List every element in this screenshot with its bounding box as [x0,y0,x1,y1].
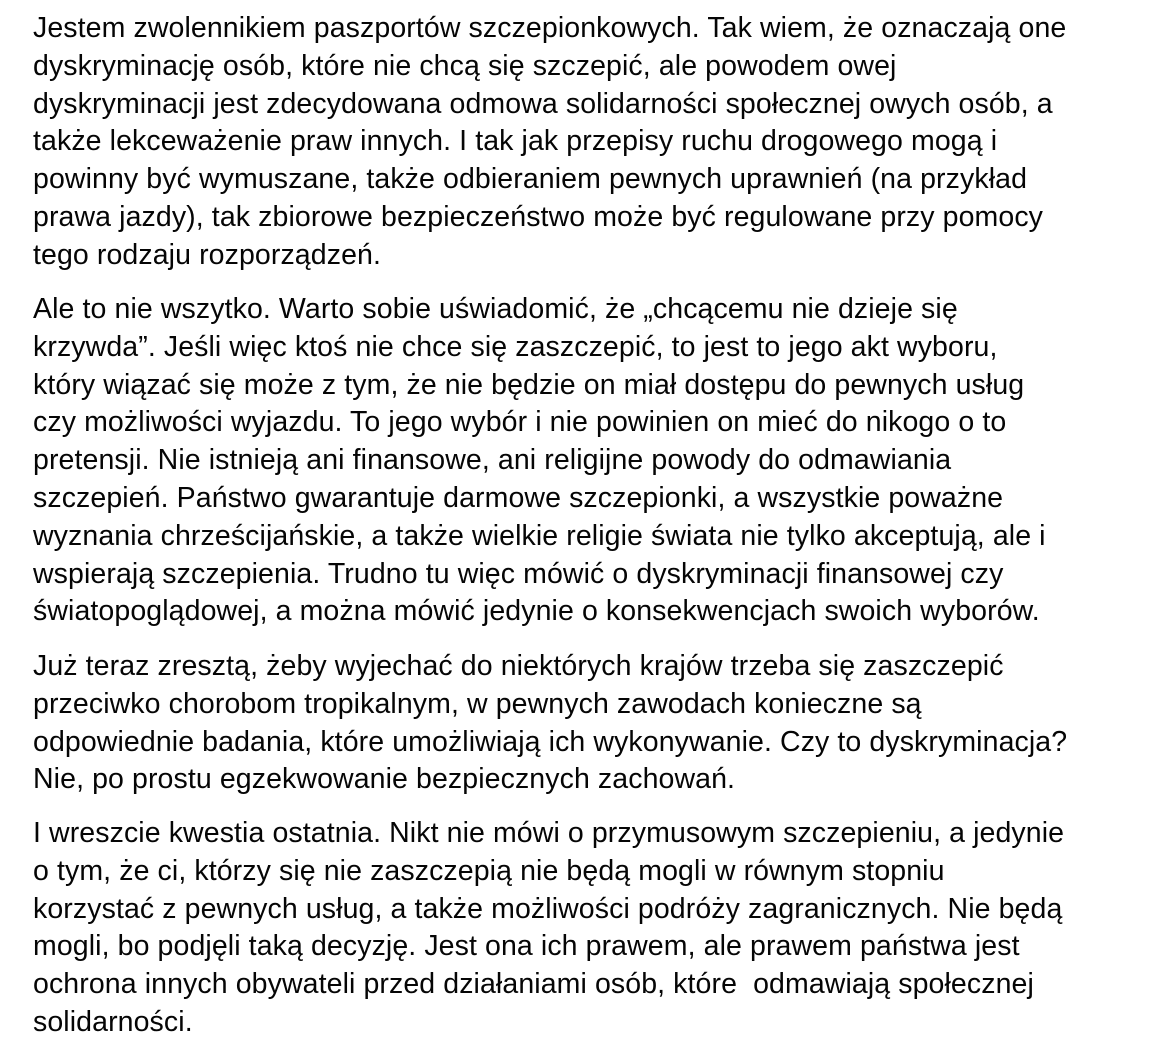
paragraph-3-line-3: odpowiednie badania, które umożliwiają ich wykonywanie. Czy to dyskryminacja? [33,725,1068,758]
paragraph-1-line-6: prawa jazdy), tak zbiorowe bezpieczeństwo może być regulowane przy pomocy [33,201,1044,233]
paragraph-4-line-6: solidarności. [33,1006,193,1038]
paragraph-2-line-7: wyznania chrześcijańskie, a także wielkie religie świata nie tylko akceptują, ale i [33,519,1046,552]
paragraph-2-line-5: pretensji. Nie istnieją ani finansowe, ani religijne powody do odmawiania [33,444,952,477]
paragraph-1-line-1: Jestem zwolennikiem paszportów szczepionkowych. Tak wiem, że oznaczają one [33,12,1067,44]
paragraph-2-line-2: krzywda”. Jeśli więc ktoś nie chce się zaszczepić, to jest to jego akt wyboru, [33,330,998,363]
paragraph-1-line-3: dyskryminacji jest zdecydowana odmowa solidarności społecznej owych osób, a [33,87,1053,120]
paragraph-3-line-1: Już teraz zresztą, żeby wyjechać do niektórych krajów trzeba się zaszczepić [33,650,1004,682]
paragraph-2-line-3: który wiązać się może z tym, że nie będzie on miał dostępu do pewnych usług [33,368,1025,401]
paragraph-3-line-2: przeciwko chorobom tropikalnym, w pewnych zawodach konieczne są [33,687,922,720]
paragraph-1-line-7: tego rodzaju rozporządzeń. [33,238,381,271]
paragraph-4-line-3: korzystać z pewnych usług, a także możliwości podróży zagranicznych. Nie będą [33,892,1063,925]
paragraph-1-line-5: powinny być wymuszane, także odbieraniem pewnych uprawnień (na przykład [33,163,1028,196]
paragraph-4-line-1: I wreszcie kwestia ostatnia. Nikt nie mówi o przymusowym szczepieniu, a jedynie [33,817,1065,849]
paragraph-1-line-2: dyskryminację osób, które nie chcą się szczepić, ale powodem owej [33,49,897,82]
paragraph-4-line-2: o tym, że ci, którzy się nie zaszczepią nie będą mogli w równym stopniu [33,854,945,887]
paragraph-2-line-6: szczepień. Państwo gwarantuje darmowe szczepionki, a wszystkie poważne [33,482,1004,514]
paragraph-3-line-4: Nie, po prostu egzekwowanie bezpiecznych zachowań. [33,763,736,796]
paragraph-4-line-4: mogli, bo podjęli taką decyzję. Jest ona ich prawem, ale prawem państwa jest [33,930,1020,963]
paragraph-2-line-9: światopoglądowej, a można mówić jedynie o konsekwencjach swoich wyborów. [33,595,1040,628]
paragraph-4-line-5: ochrona innych obywateli przed działaniami osób, które odmawiają społecznej [33,968,1034,1001]
paragraph-1-line-4: także lekceważenie praw innych. I tak jak przepisy ruchu drogowego mogą i [33,125,998,158]
paragraph-2-line-1: Ale to nie wszytko. Warto sobie uświadomić, że „chcącemu nie dzieje się [33,293,958,325]
paragraph-2-line-8: wspierają szczepienia. Trudno tu więc mówić o dyskryminacji finansowej czy [33,557,1004,590]
paragraph-2-line-4: czy możliwości wyjazdu. To jego wybór i nie powinien on mieć do nikogo o to [33,406,1007,439]
